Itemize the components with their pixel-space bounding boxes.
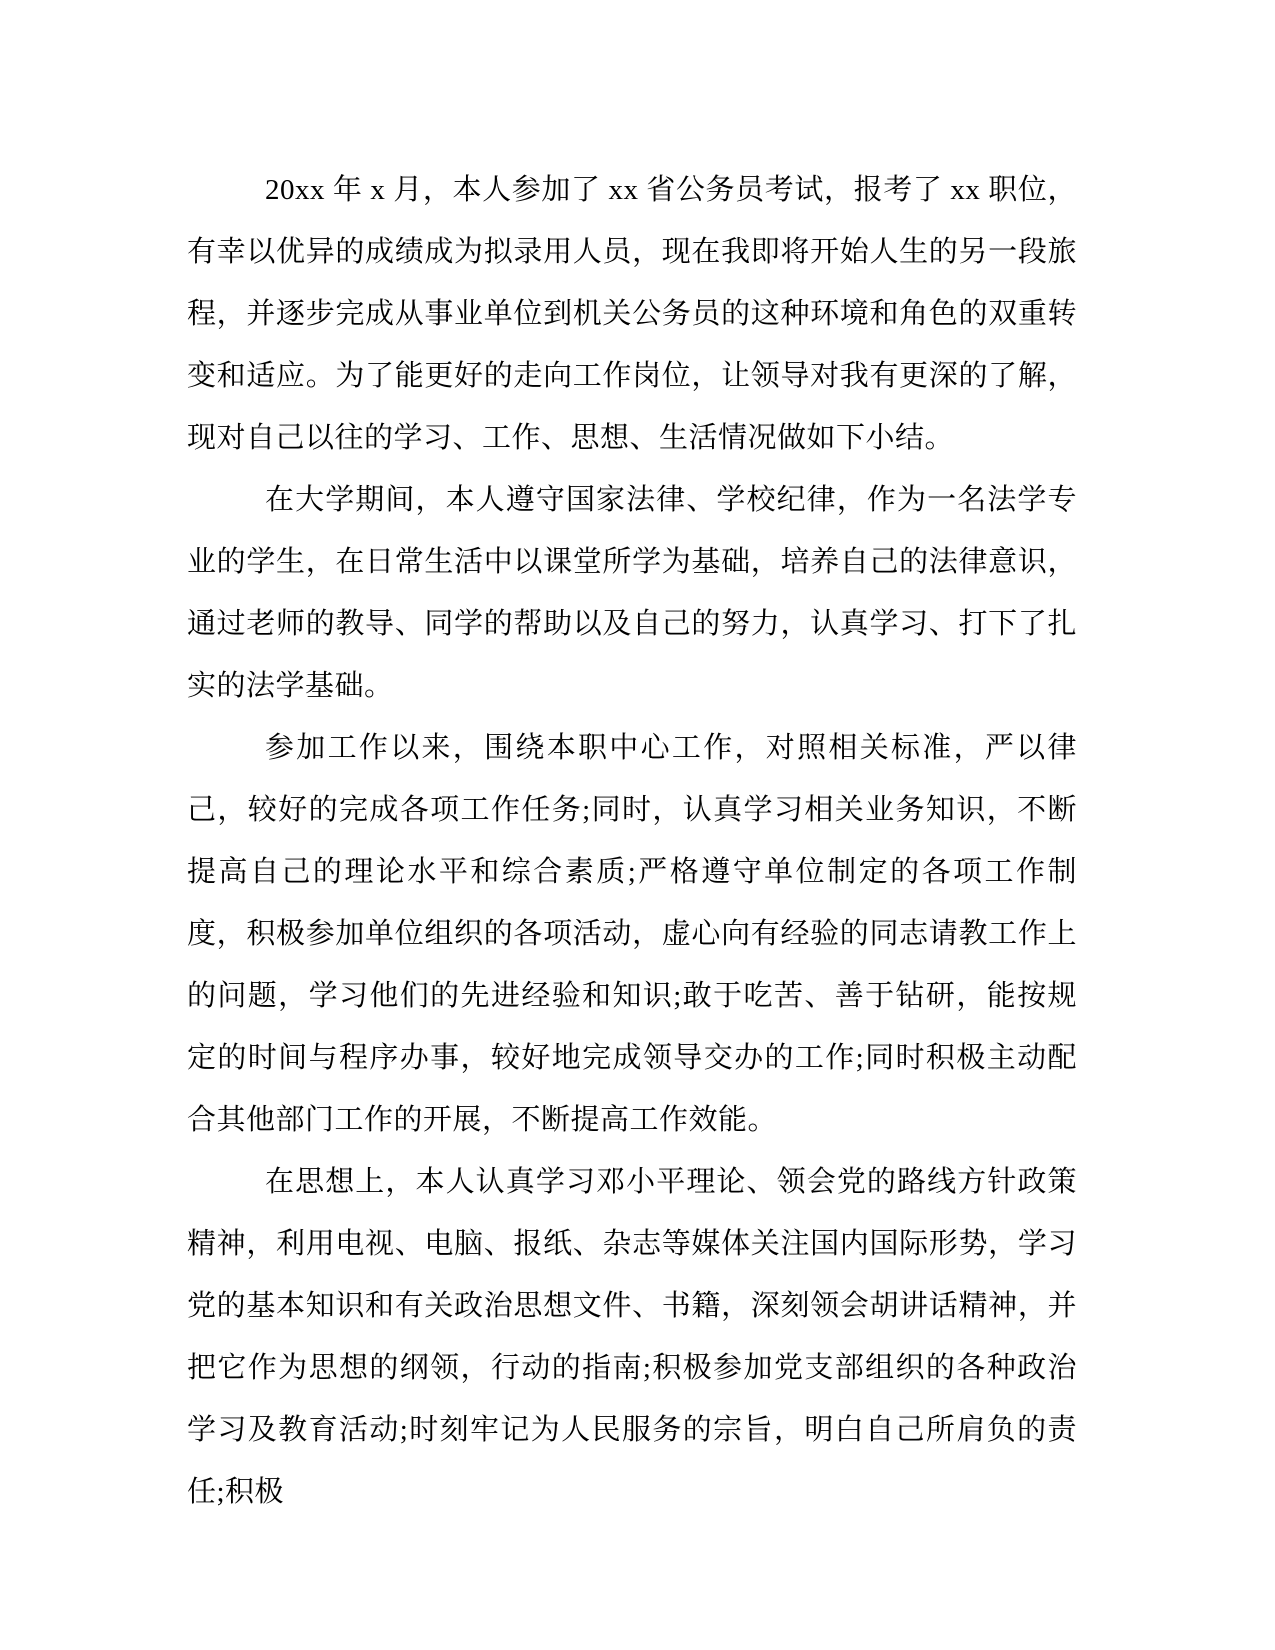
paragraph-work: 参加工作以来，围绕本职中心工作，对照相关标准，严以律己，较好的完成各项工作任务;同时，认真学习相关业务知识，不断提高自己的理论水平和综合素质;严格遵守单位制定的各项工作制度，积极参加单位组织的各项活动，虚心向有经验的同志请教工作上的问题，学习他们的先进经验和知识;敢于吃苦、善于钻研，能按规定的时间与程序办事，较好地完成领导交办的工作;同时积极主动配合其他部门工作的开展，不断提高工作效能。 [187,732,1077,1136]
document-body [187,159,1077,1523]
paragraph-ideology: 在思想上，本人认真学习邓小平理论、领会党的路线方针政策精神，利用电视、电脑、报纸、杂志等媒体关注国内国际形势，学习党的基本知识和有关政治思想文件、书籍，深刻领会胡讲话精神，并把它作为思想的纲领，行动的指南;积极参加党支部组织的各种政治学习及教育活动;时刻牢记为人民服务的宗旨，明白自己所肩负的责任;积极 [187,1166,1077,1508]
paragraph-university: 在大学期间，本人遵守国家法律、学校纪律，作为一名法学专业的学生，在日常生活中以课堂所学为基础，培养自己的法律意识，通过老师的教导、同学的帮助以及自己的努力，认真学习、打下了扎实的法学基础。 [187,484,1077,702]
paragraph-intro: 20xx 年 x 月，本人参加了 xx 省公务员考试，报考了 xx 职位，有幸以优异的成绩成为拟录用人员，现在我即将开始人生的另一段旅程，并逐步完成从事业单位到机关公务员的这种环境和角色的双重转变和适应。为了能更好的走向工作岗位，让领导对我有更深的了解，现对自己以往的学习、工作、思想、生活情况做如下小结。 [187,174,1077,454]
